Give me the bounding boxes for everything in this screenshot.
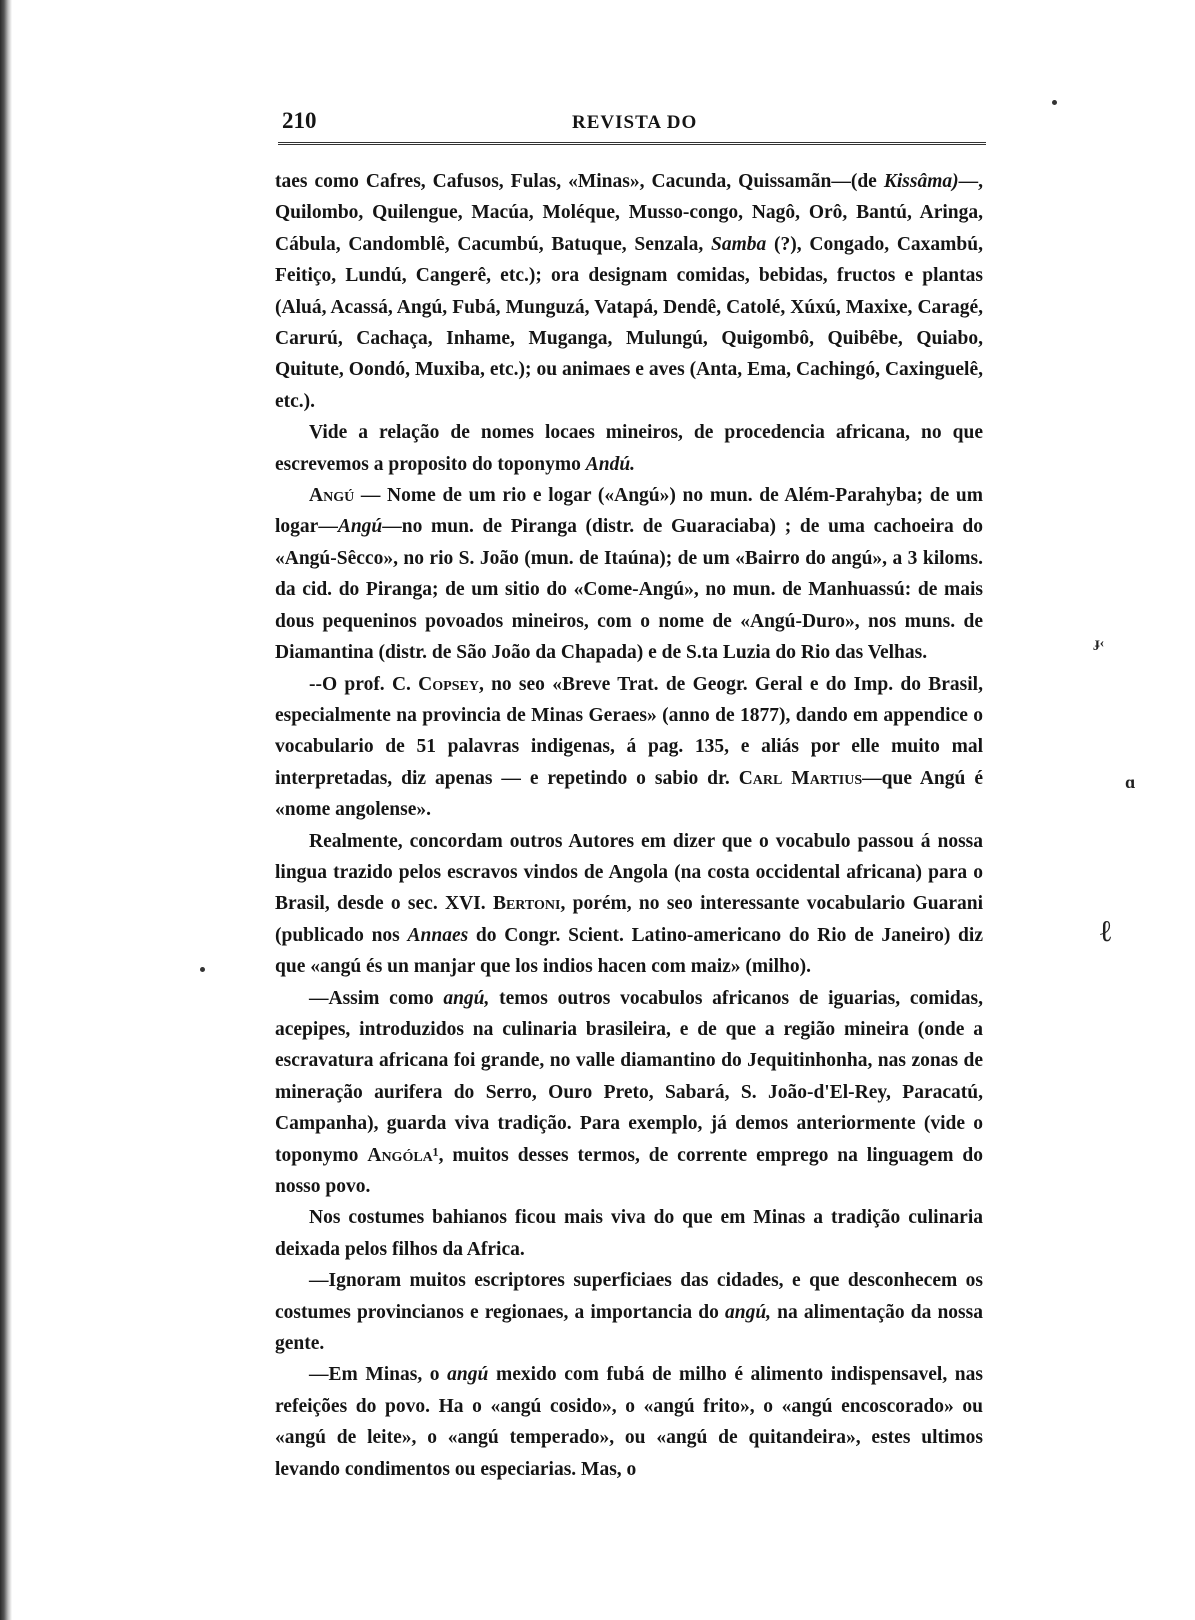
text-run: Kissâma): [883, 171, 959, 192]
text-run: temos outros vocabulos africanos de iguarias, comidas, acepipes, introduzidos na culinaria brasileira, e de que a região mineira (onde a escravatura africana foi grande, no valle diamantino do Jequitinhonha, nas zonas de mineração aurifera do Serro, Ouro Preto, Sabará, S. João-d'El-Rey, Paracatú, Campanha), guarda viva tradição. Para exemplo, já demos anteriormente (vide o toponymo: [275, 987, 983, 1166]
paragraph: [275, 1265, 983, 1359]
book-spine-shadow: [0, 0, 12, 1620]
paragraph: [275, 1202, 983, 1265]
text-run: Bertoni: [492, 893, 561, 915]
margin-mark: ɑ: [1125, 772, 1136, 792]
text-run: Andú.: [585, 453, 636, 475]
text-run: , no seo «Breve Trat. de Geogr. Geral e do Imp. do Brasil, especialmente na provincia de Minas Geraes» (anno de 1877), dando em appendice o vocabulario de 51 palavras indigenas, á pag. 135, e aliás por elle muito mal interpretadas, diz apenas — e repetindo o sabio dr.: [275, 673, 983, 789]
paragraph: [275, 166, 983, 417]
text-run: --O prof. C.: [309, 673, 419, 695]
text-run: Carl Martius: [738, 767, 863, 789]
scan-speck: [200, 967, 205, 972]
body-text: [275, 166, 983, 1485]
text-run: Angú: [309, 485, 355, 507]
page-header: [282, 108, 985, 140]
paragraph: [275, 826, 983, 983]
text-run: —Em Minas, o: [309, 1364, 448, 1386]
running-head: REVISTA DO: [572, 112, 698, 133]
margin-mark: ɟ‹: [1095, 636, 1105, 651]
text-run: angú,: [724, 1301, 772, 1323]
page-number: 210: [282, 108, 317, 133]
text-run: (?), Congado, Caxambú, Feitiço, Lundú, Cangerê, etc.); ora designam comidas, bebidas, fructos e plantas (Aluá, Acassá, Angú, Fubá, Munguzá, Vatapá, Dendê, Catolé, Xúxú, Maxixe, Caragé, Carurú, Cachaça, Inhame, Muganga, Mulungú, Quigombô, Quibêbe, Quiabo, Quitute, Oondó, Muxiba, etc.); ou animaes e aves (Anta, Ema, Cachingó, Caxinguelê, etc.).: [275, 233, 983, 412]
text-run: taes como Cafres, Cafusos, Fulas, «Minas», Cacunda, Quissamãn—(de: [275, 171, 884, 192]
margin-mark: ℓ: [1100, 915, 1112, 948]
text-run: —no mun. de Piranga (distr. de Guaraciaba) ; de uma cachoeira do «Angú-Sêcco», no rio S. João (mun. de Itaúna); de um «Bairro do angú», a 3 kiloms. da cid. do Piranga; de um sitio do «Come-Angú», no mun. de Manhuassú: de mais dous pequeninos povoados mineiros, com o nome de «Angú-Duro», nos muns. de Diamantina (distr. de São João da Chapada) e de S.ta Luzia do Rio das Velhas.: [275, 516, 983, 664]
text-run: —que Angú é «nome angolense».: [275, 767, 983, 821]
text-run: Annaes: [407, 924, 469, 946]
text-run: — Nome de um rio e logar («Angú») no mun. de Além-Parahyba; de um logar—: [275, 485, 983, 538]
paragraph: [275, 1359, 983, 1485]
text-run: angú,: [443, 987, 490, 1009]
text-run: Realmente, concordam outros Autores em dizer que o vocabulo passou á nossa lingua trazido pelos escravos vindos de Angola (na costa occidental africana) para o Brasil, desde o sec. XVI.: [275, 830, 983, 915]
paragraph: [275, 983, 983, 1203]
text-run: angú: [447, 1364, 489, 1386]
text-run: ¹, muitos desses termos, de corrente emprego na linguagem do nosso povo.: [275, 1144, 983, 1197]
text-run: Vide a relação de nomes locaes mineiros, de procedencia africana, no que escrevemos a proposito do toponymo: [275, 422, 983, 475]
text-run: do Congr. Scient. Latino-americano do Rio de Janeiro) diz que «angú és un manjar que los indios hacen com maiz» (milho).: [275, 924, 983, 978]
text-run: Nos costumes bahianos ficou mais viva do que em Minas a tradição culinaria deixada pelos filhos da Africa.: [275, 1207, 983, 1260]
text-run: Angú: [337, 516, 383, 538]
text-run: , porém, no seo interessante vocabulario Guarani (publicado nos: [275, 893, 984, 946]
scan-speck: [1052, 100, 1057, 105]
text-run: —Ignoram muitos escriptores superficiaes das cidades, e que desconhecem os costumes provincianos e regionaes, a importancia do: [275, 1270, 983, 1323]
text-run: na alimentação da nossa gente.: [275, 1301, 983, 1355]
header-rule: [278, 142, 986, 145]
text-run: —Assim como: [309, 987, 444, 1009]
paragraph: [275, 669, 983, 826]
text-run: Samba: [711, 233, 767, 255]
text-run: Copsey: [418, 673, 479, 695]
paragraph: [275, 417, 983, 480]
text-run: mexido com fubá de milho é alimento indispensavel, nas refeições do povo. Ha o «angú cosido», o «angú frito», o «angú encoscorado» ou «angú de leite», o «angú temperado», ou «angú de quitandeira», estes ultimos levando condimentos ou especiarias. Mas, o: [275, 1364, 983, 1480]
paragraph: [275, 480, 983, 668]
text-run: —, Quilombo, Quilengue, Macúa, Moléque, Musso-congo, Nagô, Orô, Bantú, Aringa, Cábula, Candomblê, Cacumbú, Batuque, Senzala,: [275, 171, 983, 255]
text-run: Angóla: [367, 1144, 433, 1166]
